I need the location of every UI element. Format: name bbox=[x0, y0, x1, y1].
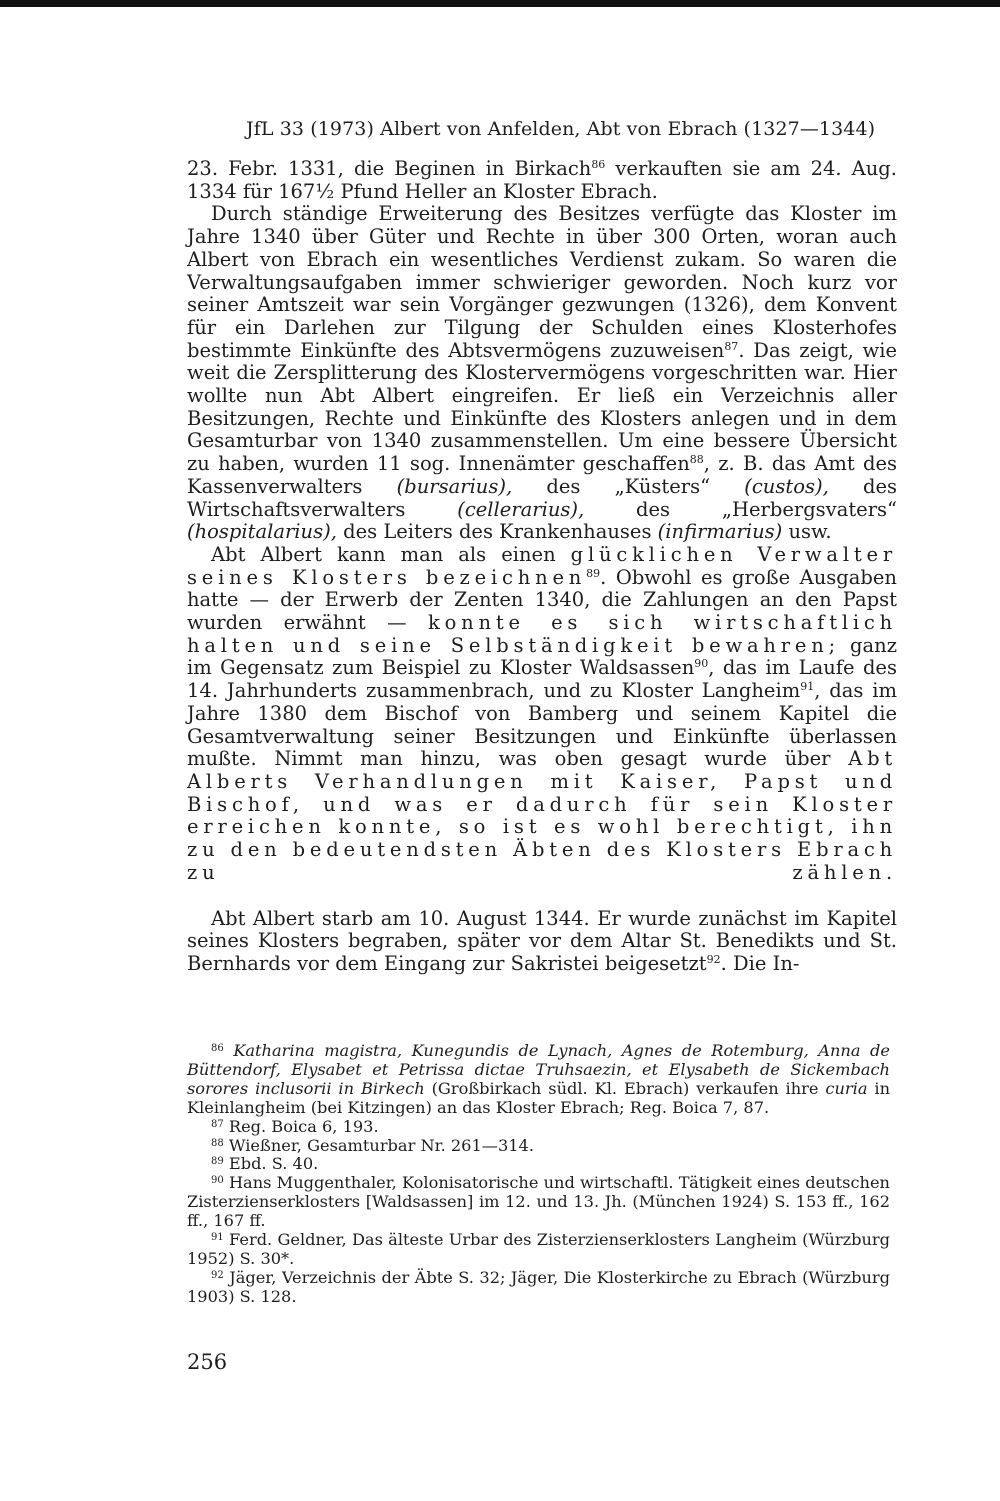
footnote-88: $^{88}$ Wießner, Gesamturbar Nr. 261—314. bbox=[211, 1135, 534, 1155]
footnote-90: $^{90}$ Hans Muggenthaler, Kolonisatorische und wirtschaftl. Tätigkeit eines deutschen Zisterzienserklosters [Waldsassen] im 12. und 13. Jh. (München 1924) S. 153 ff., 162 ff., 167 ff. bbox=[187, 1173, 890, 1231]
running-head: JfL 33 (1973) Albert von Anfelden, Abt von Ebrach (1327—1344) bbox=[246, 118, 876, 140]
footnote-ref-92: 92 bbox=[706, 952, 721, 966]
spaced-emphasis: glücklichen Verwalter seines Klosters bezeichnen bbox=[187, 542, 897, 589]
footnotes bbox=[187, 1042, 890, 1307]
footnote-ref-87: 87 bbox=[724, 339, 739, 353]
paragraph-3: Abt Albert kann man als einen glücklichen Verwalter seines Klosters bezeichnen$^{89}$. Obwohl es große Ausgaben hatte — der Erwerb der Zenten 1340, die Zahlungen an den Papst wurden erwähnt — konnte es sich wirtschaftlich halten und seine Selbständigkeit bewahren; ganz im Gegensatz zum Beispiel zu Kloster Waldsassen$^{90}$, das im Laufe des 14. Jahrhunderts zusammenbrach, und zu Kloster Langheim$^{91}$, das im Jahre 1380 dem Bischof von Bamberg und seinem Kapitel die Gesamtverwaltung seiner Besitzungen und Einkünfte überlassen mußte. Nimmt man hinzu, was oben gesagt wurde über Abt Alberts Verhandlungen mit Kaiser, Papst und Bischof, und was er dadurch für sein Kloster erreichen konnte, so ist es wohl berechtigt, ihn zu den bedeutendsten Äbten des Klosters Ebrach zu zählen. bbox=[187, 542, 897, 884]
footnote-ref-88: 88 bbox=[689, 453, 704, 467]
paragraph-2: Durch ständige Erweiterung des Besitzes verfügte das Kloster im Jahre 1340 über Güter und Rechte in über 300 Orten, woran auch Albert von Ebrach ein wesentliches Verdienst zukam. So waren die Verwaltungsaufgaben immer schwieriger geworden. Noch kurz vor seiner Amtszeit war sein Vorgänger gezwungen (1326), dem Konvent für ein Darlehen zur Tilgung der Schulden eines Klosterhofes bestimmte Einkünfte des Abtsvermögens zuzuweisen$^{87}$. Das zeigt, wie weit die Zersplitterung des Klostervermögens vorgeschritten war. Hier wollte nun Abt Albert eingreifen. Er ließ ein Verzeichnis aller Besitzungen, Rechte und Einkünfte des Klosters anlegen und in dem Gesamturbar von 1340 zusammenstellen. Um eine bessere Übersicht zu haben, wurden 11 sog. Innenämter geschaffen$^{88}$, z. B. das Amt des Kassenverwalters (bursarius), des „Küsters“ (custos), des Wirtschaftsverwalters (cellerarius), des „Herbergsvaters“ (hospitalarius), des Leiters des Krankenhauses (infirmarius) usw. bbox=[187, 202, 897, 544]
main-text bbox=[187, 158, 897, 976]
spaced-emphasis: konnte es sich wirtschaftlich halten und seine Selbständigkeit bewahren; bbox=[187, 611, 897, 657]
footnote-87: $^{87}$ Reg. Boica 6, 193. bbox=[211, 1116, 379, 1136]
paragraph-1: 23. Febr. 1331, die Beginen in Birkach$^{86}$ verkauften sie am 24. Aug. 1334 für 167½ Pfund Heller an Kloster Ebrach. bbox=[187, 157, 897, 203]
footnote-ref-89: 89 bbox=[586, 566, 601, 580]
paragraph-4: Abt Albert starb am 10. August 1344. Er wurde zunächst im Kapitel seines Klosters begraben, später vor dem Altar St. Benedikts und St. Bernhards vor dem Eingang zur Sakristei beigesetzt$^{92}$. Die In- bbox=[187, 906, 897, 975]
footnote-ref-90: 90 bbox=[694, 657, 709, 671]
footnote-ref-86: 86 bbox=[591, 158, 606, 171]
page-top-border bbox=[0, 0, 1000, 7]
spaced-emphasis: Abt Alberts Verhandlungen mit Kaiser, Papst und Bischof, und was er dadurch für sein Kloster erreichen konnte, so ist es wohl berechtigt, ihn zu den bedeutendsten Äbten des Klosters Ebrach zu zählen. bbox=[187, 747, 897, 884]
footnote-ref-91: 91 bbox=[800, 680, 815, 694]
footnote-91: $^{91}$ Ferd. Geldner, Das älteste Urbar des Zisterzienserklosters Langheim (Würzburg 1952) S. 30*. bbox=[187, 1230, 890, 1268]
footnote-92: $^{92}$ Jäger, Verzeichnis der Äbte S. 32; Jäger, Die Klosterkirche zu Ebrach (Würzburg 1903) S. 128. bbox=[187, 1267, 890, 1306]
page-number: 256 bbox=[187, 1350, 228, 1374]
footnote-86: $^{86}$ Katharina magistra, Kunegundis de Lynach, Agnes de Rotemburg, Anna de Büttendorf, Elysabet et Petrissa dictae Truhsaezin, et Elysabeth de Sickembach sorores inclusorii in Birkech (Großbirkach südl. Kl. Ebrach) verkaufen ihre curia in Kleinlangheim (bei Kitzingen) an das Kloster Ebrach; Reg. Boica 7, 87. bbox=[187, 1041, 890, 1117]
paragraph-gap bbox=[187, 885, 897, 908]
footnote-89: $^{89}$ Ebd. S. 40. bbox=[211, 1154, 319, 1174]
